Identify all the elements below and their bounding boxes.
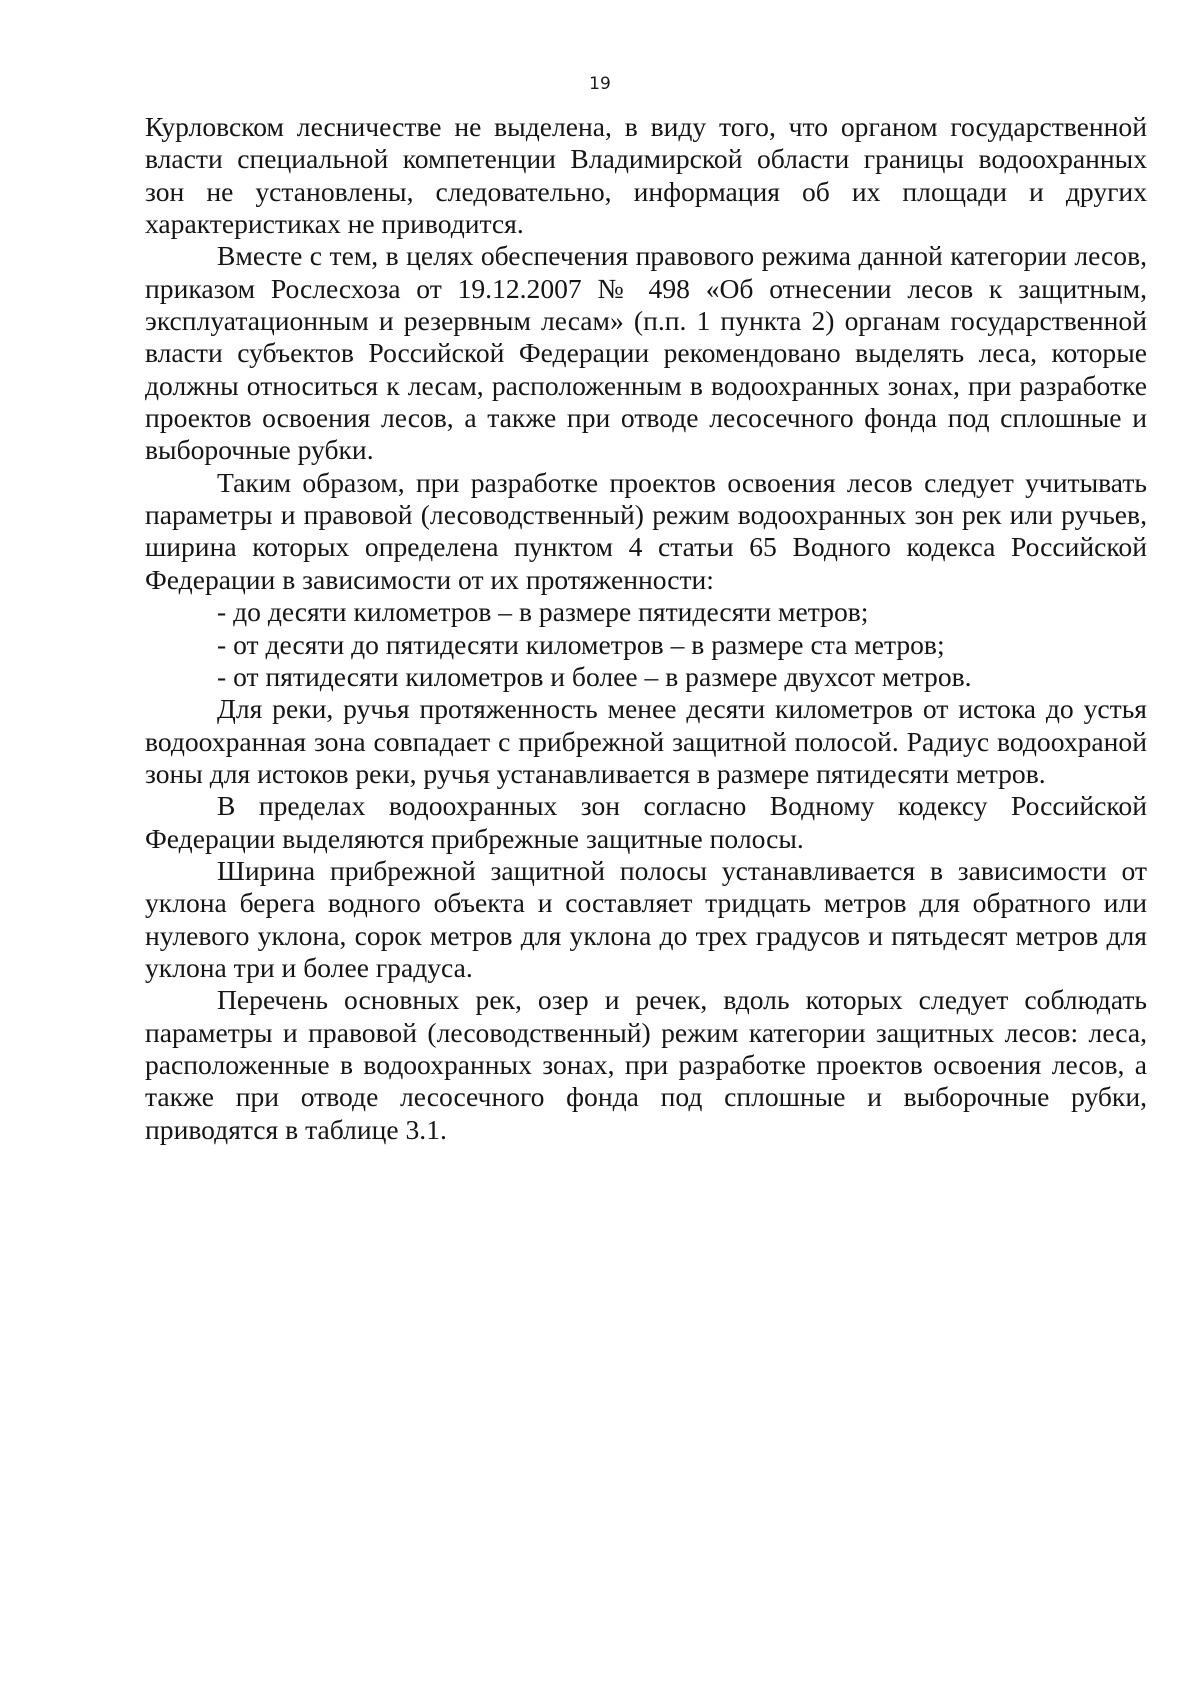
paragraph-protective-strips: В пределах водоохранных зон согласно Водному кодексу Российской Федерации выделяются прибрежные защитные полосы.	[145, 790, 1147, 854]
list-item-ten-to-fifty-km: - от десяти до пятидесяти километров – в размере ста метров;	[217, 628, 945, 660]
paragraph-short-rivers: Для реки, ручья протяженность менее десяти километров от истока до устья водоохранная зона совпадает с прибрежной защитной полосой. Радиус водоохраной зоны для истоков реки, ручья устанавливается в размере пятидесяти метров.	[145, 693, 1147, 789]
paragraph-continuation: Курловском лесничестве не выделена, в виду того, что органом государственной власти специальной компетенции Владимирской области границы водоохранных зон не установлены, следовательно, информация об их площади и других характеристиках не приводится.	[145, 111, 1147, 240]
list-item-up-to-ten-km: - до десяти километров – в размере пятидесяти метров;	[217, 596, 869, 628]
list-item-fifty-km-and-more: - от пятидесяти километров и более – в размере двухсот метров.	[217, 660, 972, 692]
paragraph-rosleshoz-order: Вместе с тем, в целях обеспечения правового режима данной категории лесов, приказом Рослесхоза от 19.12.2007 № 498 «Об отнесении лесов к защитным, эксплуатационным и резервным лесам» (п.п. 1 пункта 2) органам государственной власти субъектов Российской Федерации рекомендовано выделять леса, которые должны относиться к лесам, расположенным в водоохранных зонах, при разработке проектов освоения лесов, а также при отводе лесосечного фонда под сплошные и выборочные рубки.	[145, 240, 1147, 466]
paragraph-strip-width: Ширина прибрежной защитной полосы устанавливается в зависимости от уклона берега водного объекта и составляет тридцать метров для обратного или нулевого уклона, сорок метров для уклона до трех градусов и пятьдесят метров для уклона три и более градуса.	[145, 854, 1147, 983]
paragraph-water-code-parameters: Таким образом, при разработке проектов освоения лесов следует учитывать параметры и правовой (лесоводственный) режим водоохранных зон рек или ручьев, ширина которых определена пунктом 4 статьи 65 Водного кодекса Российской Федерации в зависимости от их протяженности:	[145, 466, 1147, 595]
body-text	[145, 111, 1147, 1146]
page-number: 19	[589, 74, 611, 94]
paragraph-table-reference: Перечень основных рек, озер и речек, вдоль которых следует соблюдать параметры и правовой (лесоводственный) режим категории защитных лесов: леса, расположенные в водоохранных зонах, при разработке проектов освоения лесов, а также при отводе лесосечного фонда под сплошные и выборочные рубки, приводятся в таблице 3.1.	[145, 984, 1147, 1145]
